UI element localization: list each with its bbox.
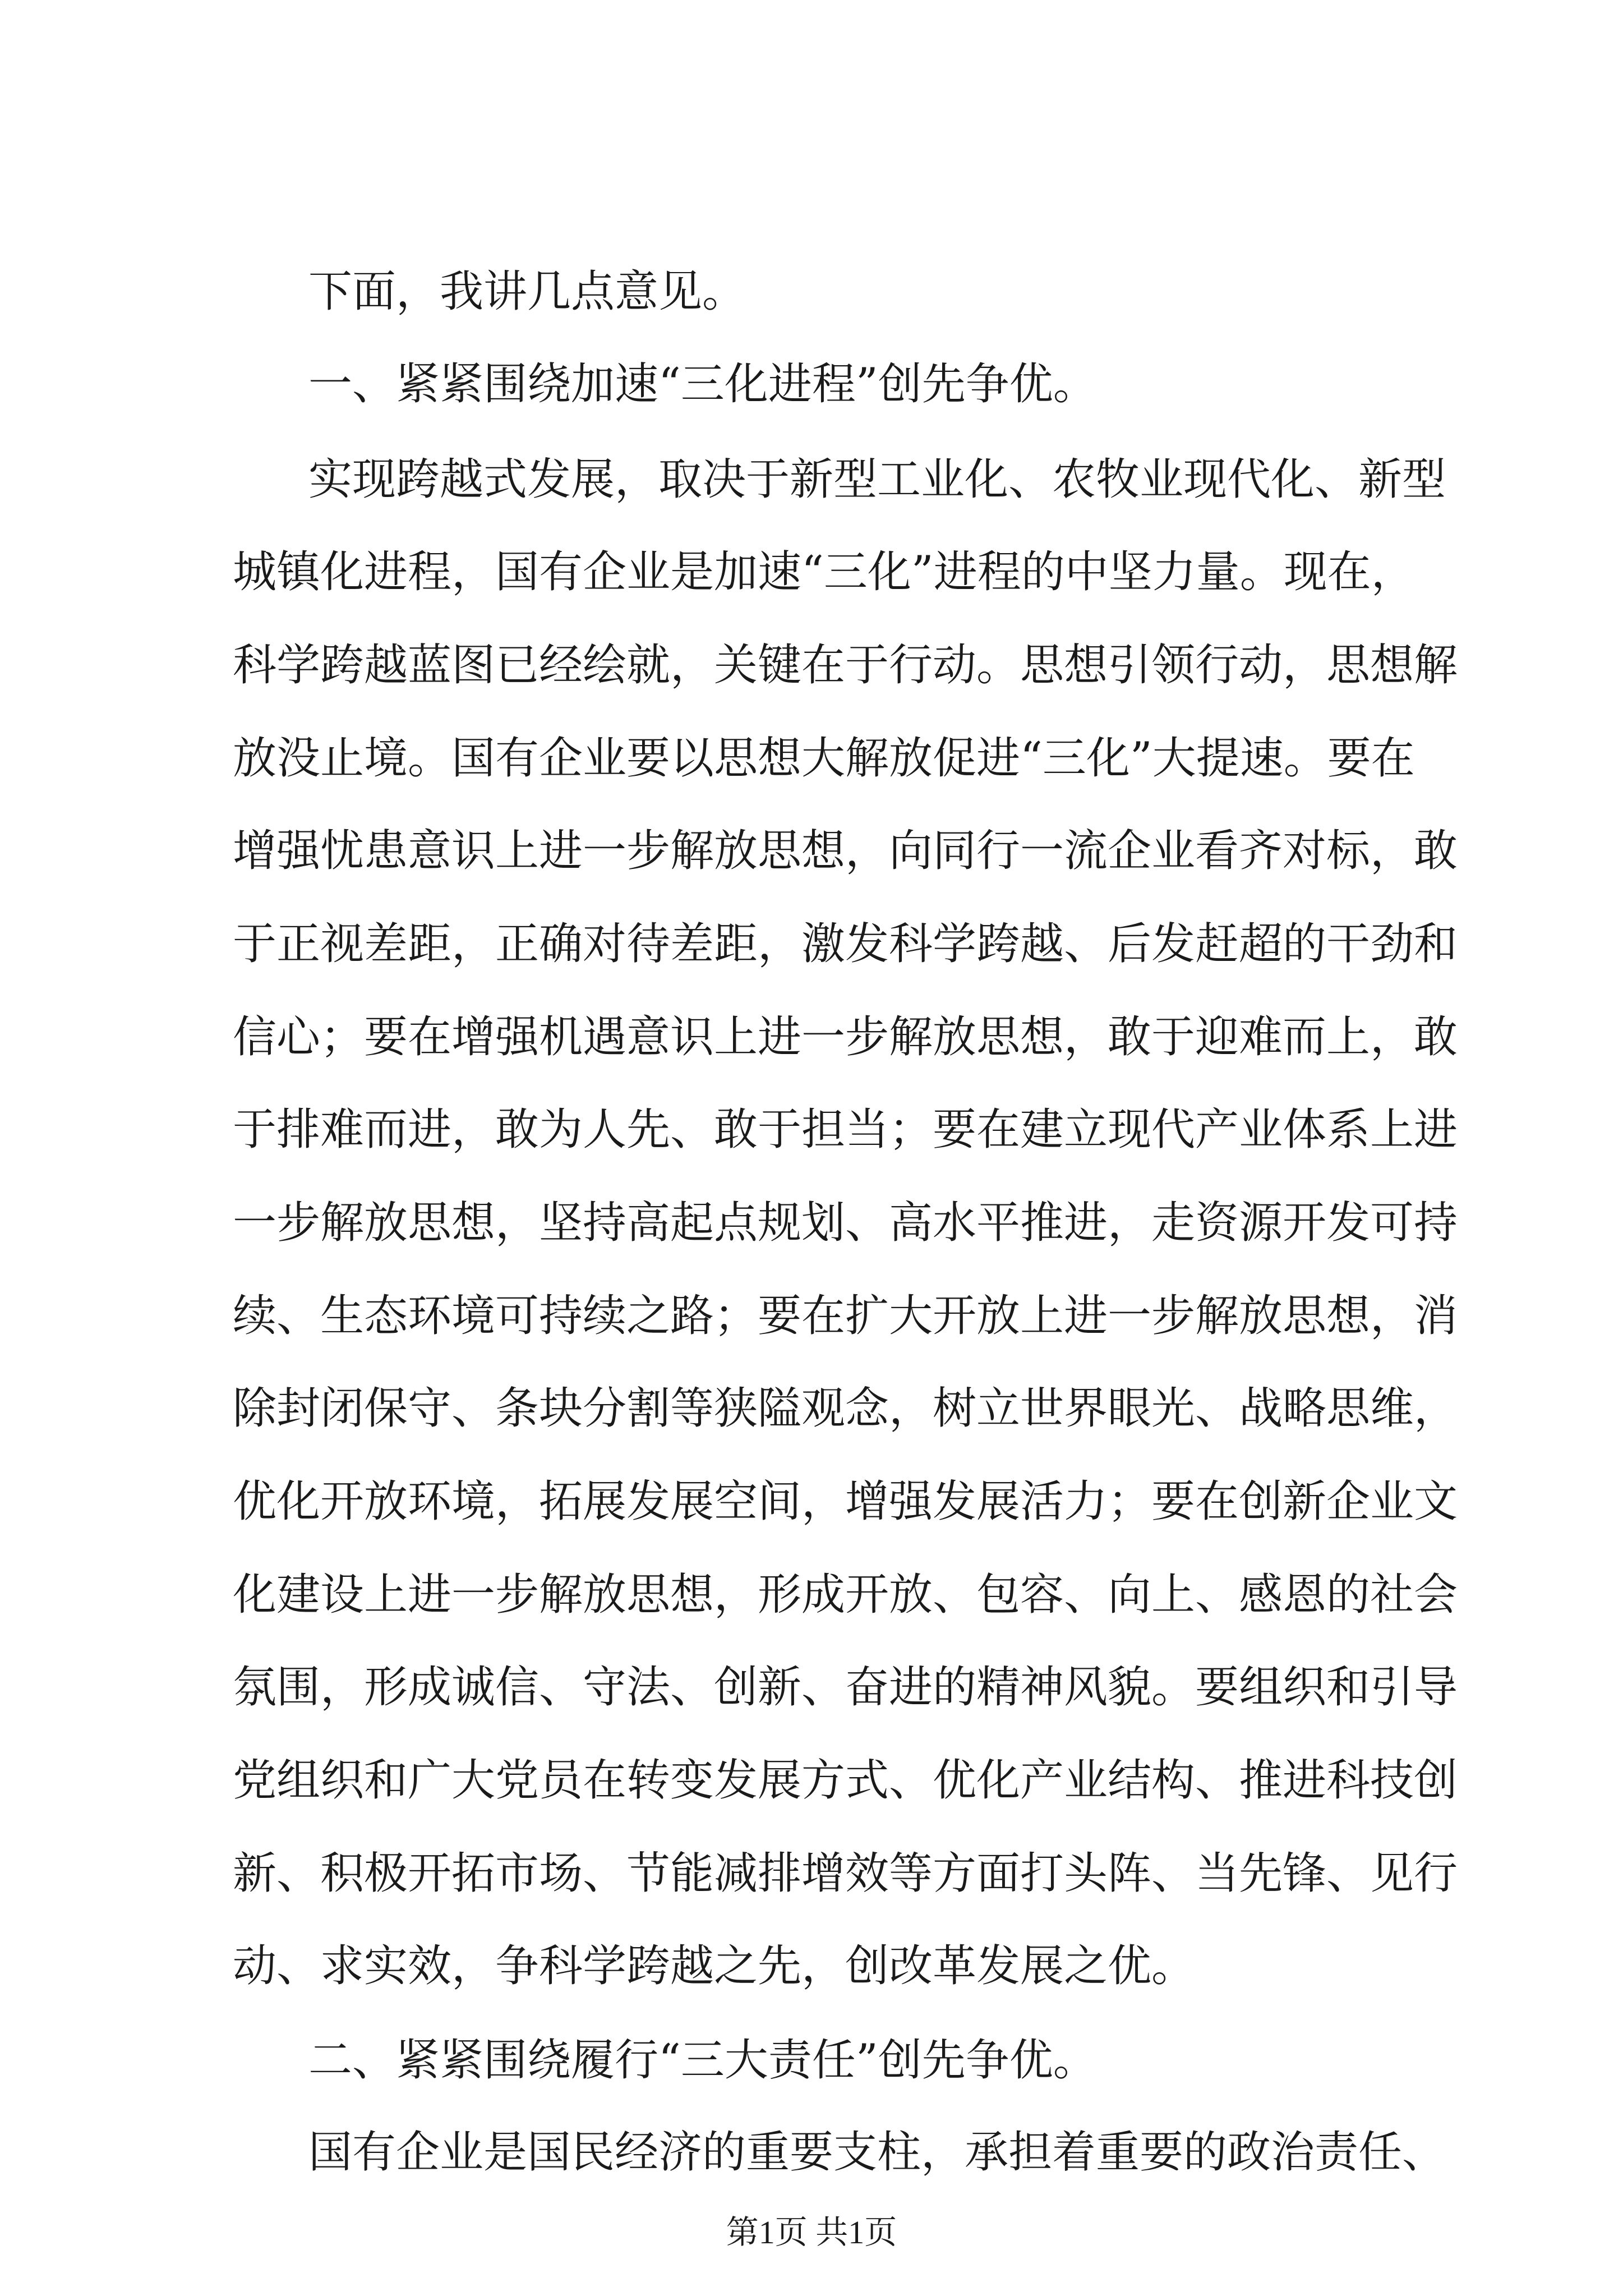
line-text: 实现跨越式发展，取决于新型工业化、农牧业现代化、新型: [308, 454, 1446, 505]
section-heading: 二、紧紧围绕履行“三大责任”创先争优。: [308, 2035, 1097, 2086]
text-line: [0, 623, 1623, 707]
text-line: [0, 1738, 1623, 1823]
line-text: 于正视差距，正确对待差距，激发科学跨越、后发赶超的干劲和: [233, 919, 1458, 969]
text-line: [0, 716, 1623, 800]
text-line: [0, 530, 1623, 614]
line-text: 续、生态环境可持续之路；要在扩大开放上进一步解放思想，消: [233, 1291, 1458, 1341]
line-text: 增强忧患意识上进一步解放思想，向同行一流企业看齐对标，敢: [233, 826, 1458, 876]
text-line: [0, 1645, 1623, 1729]
line-text: 党组织和广大党员在转变发展方式、优化产业结构、推进科技创: [233, 1755, 1458, 1806]
line-text: 科学跨越蓝图已经绘就，关键在于行动。思想引领行动，思想解: [233, 640, 1458, 691]
text-line: [0, 1924, 1623, 2008]
line-text: 于排难而进，敢为人先、敢于担当；要在建立现代产业体系上进: [233, 1105, 1458, 1155]
text-line: [0, 1460, 1623, 1544]
text-line: [0, 250, 1623, 334]
text-line: [0, 2110, 1623, 2194]
page-footer: 第1页 共1页: [726, 2214, 897, 2251]
line-text: 氛围，形成诚信、守法、创新、奋进的精神风貌。要组织和引导: [233, 1662, 1458, 1713]
text-line: [0, 438, 1623, 522]
text-line: [0, 1181, 1623, 1265]
line-text: 城镇化进程，国有企业是加速“三化”进程的中坚力量。现在，: [233, 547, 1415, 597]
line-text: 除封闭保守、条块分割等狭隘观念，树立世界眼光、战略思维，: [233, 1383, 1458, 1434]
text-line: [0, 902, 1623, 986]
section-heading: 一、紧紧围绕加速“三化进程”创先争优。: [308, 359, 1097, 409]
text-line: [0, 1088, 1623, 1172]
text-line: [0, 809, 1623, 893]
line-text: 化建设上进一步解放思想，形成开放、包容、向上、感恩的社会: [233, 1570, 1458, 1620]
line-text: 放没止境。国有企业要以思想大解放促进“三化”大提速。要在: [233, 733, 1415, 784]
line-text: 信心；要在增强机遇意识上进一步解放思想，敢于迎难而上，敢: [233, 1012, 1458, 1062]
line-text: 新、积极开拓市场、节能减排增效等方面打头阵、当先锋、见行: [233, 1848, 1458, 1899]
heading-line: [0, 342, 1623, 426]
line-text: 一步解放思想，坚持高起点规划、高水平推进，走资源开发可持: [233, 1198, 1458, 1248]
text-line: [0, 1366, 1623, 1451]
line-text: 下面，我讲几点意见。: [308, 266, 746, 317]
text-line: [0, 1274, 1623, 1358]
text-line: [0, 1553, 1623, 1637]
heading-line: [0, 2018, 1623, 2102]
line-text: 国有企业是国民经济的重要支柱，承担着重要的政治责任、: [308, 2127, 1446, 2178]
line-text: 动、求实效，争科学跨越之先，创改革发展之优。: [233, 1941, 1196, 1991]
text-line: [0, 1832, 1623, 1916]
line-text: 优化开放环境，拓展发展空间，增强发展活力；要在创新企业文: [233, 1476, 1458, 1527]
text-line: [0, 995, 1623, 1079]
